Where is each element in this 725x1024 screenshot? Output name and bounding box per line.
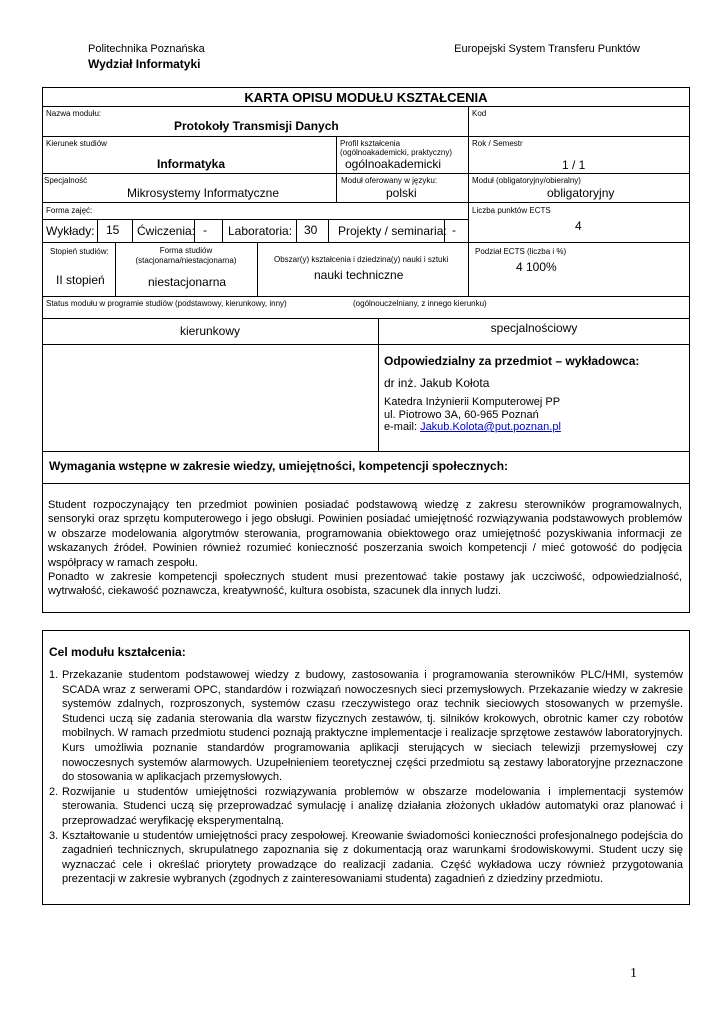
objectives-list [49, 668, 683, 887]
ects-points-value: 4 [575, 219, 582, 233]
study-level-value: II stopień [56, 273, 105, 287]
objective-number: 2. [49, 785, 59, 798]
ects-breakdown-label: Podział ECTS (liczba i %) [475, 247, 567, 256]
page-number: 1 [630, 966, 637, 981]
lecturer-name: dr inż. Jakub Kołota [384, 376, 490, 390]
faculty-name: Wydział Informatyki [88, 57, 201, 71]
module-name-label: Nazwa modułu: [46, 109, 102, 118]
responsible-heading: Odpowiedzialny za przedmiot – wykładowca: [384, 354, 640, 368]
profile-label-hint: (ogólnoakademicki, praktyczny) [340, 148, 453, 157]
class-form-label: Forma zajęć: [46, 206, 93, 215]
projects-label: Projekty / seminaria: [338, 224, 447, 238]
prerequisites-heading: Wymagania wstępne w zakresie wiedzy, umiejętności, kompetencji społecznych: [49, 459, 509, 473]
language-label: Moduł oferowany w języku: [341, 176, 438, 185]
objective-item [49, 829, 683, 887]
module-name-value: Protokoły Transmisji Danych [174, 119, 339, 133]
ects-points-label: Liczba punktów ECTS [472, 206, 551, 215]
lecturer-department: Katedra Inżynierii Komputerowej PP [384, 396, 561, 408]
objective-text: Przekazanie studentom podstawowej wiedzy z budowy, zastosowania i programowania sterowników PLC/HMI, systemów SCADA wraz z serwerami OPC, standardów i rozwiązań nowoczesnych sieci przemysłowych. Przekazanie wiedzy w zakresie systemów zdalnych, rozproszonych, systemów czasu rzeczywistego oraz technik sieciowych stosowanych w przemyśle. Studenci uczą się zadania sterowania dla warstw fizycznych zestawów, tj. silników krokowych, obrotnic kamer czy robotów mobilnych. W ramach przedmiotu studenci poznają praktyczne implementacje i realizacje sprzętowe zestawów laboratoryjnych. Kurs umożliwia poznanie standardów programowania aplikacji sterujących w sieciach telewizji przemysłowej czy nowoczesnych systemów alarmowych. Uzupełnieniem teoretycznej części przedmiotu są zestawy laboratoryjne przeznaczone do stosowania w aplikacjach przemysłowych. [62, 669, 683, 784]
objective-number: 3. [49, 829, 59, 842]
education-area-value: nauki techniczne [314, 268, 404, 282]
module-status-label: Status modułu w programie studiów (podstawowy, kierunkowy, inny) [46, 299, 287, 308]
exercises-value: - [203, 223, 207, 237]
lecturer-address: ul. Piotrowo 3A, 60-965 Poznań [384, 409, 539, 421]
module-type-value: obligatoryjny [547, 186, 615, 200]
module-status-label-alt: (ogólnouczelniany, z innego kierunku) [353, 299, 487, 308]
prerequisites-text [48, 498, 682, 599]
ects-system-name: Europejski System Transferu Punktów [454, 43, 640, 55]
lectures-value: 15 [106, 223, 120, 237]
language-value: polski [386, 186, 417, 200]
objective-text: Rozwijanie u studentów umiejętności rozwiązywania problemów w obszarze modelowania i implementacji systemów sterowania. Studenci uczą się przeprowadzać symulację i analizę działania złożonych układów automatyki oraz planować i przeprowadzać weryfikację eksperymentalną. [62, 785, 683, 827]
email-link[interactable]: Jakub.Kolota@put.poznan.pl [420, 421, 561, 433]
email-label: e-mail: [384, 421, 421, 433]
objective-item [49, 785, 683, 829]
ects-breakdown-value: 4 100% [516, 260, 557, 274]
lecturer-email-row [384, 421, 561, 433]
card-title: KARTA OPISU MODUŁU KSZTAŁCENIA [244, 90, 488, 105]
prerequisites-paragraph: Ponadto w zakresie kompetencji społecznych student musi prezentować takie postawy jak uczciwość, odpowiedzialność, wytrwałość, ciekawość poznawcza, kreatywność, kultura osobista, szacunek dla innych ludzi. [48, 571, 682, 598]
objectives-heading: Cel modułu kształcenia: [49, 645, 186, 659]
university-name: Politechnika Poznańska [88, 43, 205, 55]
projects-value: - [452, 223, 456, 237]
module-status-value: kierunkowy [179, 324, 241, 338]
study-level-label: Stopień studiów: [50, 247, 109, 256]
objective-number: 1. [49, 669, 59, 681]
module-status-value-alt: specjalnościowy [490, 321, 578, 335]
study-form-value: niestacjonarna [148, 275, 227, 289]
lab-label: Laboratoria: [228, 224, 293, 238]
profile-label: Profil kształcenia [340, 139, 401, 148]
education-area-label: Obszar(y) kształcenia i dziedzina(y) nauki i sztuki [274, 255, 449, 264]
year-semester-value: 1 / 1 [562, 158, 586, 172]
specialty-value: Mikrosystemy Informatyczne [127, 186, 280, 200]
objective-item [49, 668, 683, 785]
code-label: Kod [472, 109, 487, 118]
exercises-label: Ćwiczenia: [137, 224, 196, 238]
lab-value: 30 [304, 223, 318, 237]
year-semester-label: Rok / Semestr [472, 139, 523, 148]
objective-text: Kształtowanie u studentów umiejętności pracy zespołowej. Kreowanie świadomości konieczności profesjonalnego podejścia do zagadnień technicznych, skrupulatnego zapoznania się z dokumentacją oraz warunkami środowiskowymi. Student uczy się wyznaczać cele i określać priorytety prowadzące do realizacji zadania. Część wykładowa uczy również przygotowania prezentacji w zakresie wybranych (zgodnych z zainteresowaniami studenta) zagadnień z dziedziny przedmiotu. [62, 829, 683, 886]
lectures-label: Wykłady: [46, 224, 95, 238]
study-form-label-hint: (stacjonarna/niestacjonarna) [135, 256, 237, 265]
profile-value: ogólnoakademicki [345, 157, 442, 171]
module-type-label: Moduł (obligatoryjny/obieralny) [472, 176, 581, 185]
specialty-label: Specjalność [44, 176, 88, 185]
field-of-study-label: Kierunek studiów [46, 139, 107, 148]
prerequisites-paragraph: Student rozpoczynający ten przedmiot powinien posiadać podstawową wiedzę z zakresu sterowników programowalnych, sensoryki oraz sprzętu komputerowego i jego obsługi. Powinien posiadać umiejętność rozwiązywania podstawowych problemów w obszarze modelowania algorytmów sterowania, programowania obiektowego oraz umiejętność pozyskiwania informacji ze wskazanych źródeł. Powinien również rozumieć konieczność poszerzania swoich kompetencji / mieć gotowość do podjęcia współpracy w ramach zespołu. [48, 499, 682, 569]
study-form-label: Forma studiów [159, 246, 213, 255]
field-of-study-value: Informatyka [157, 157, 226, 171]
